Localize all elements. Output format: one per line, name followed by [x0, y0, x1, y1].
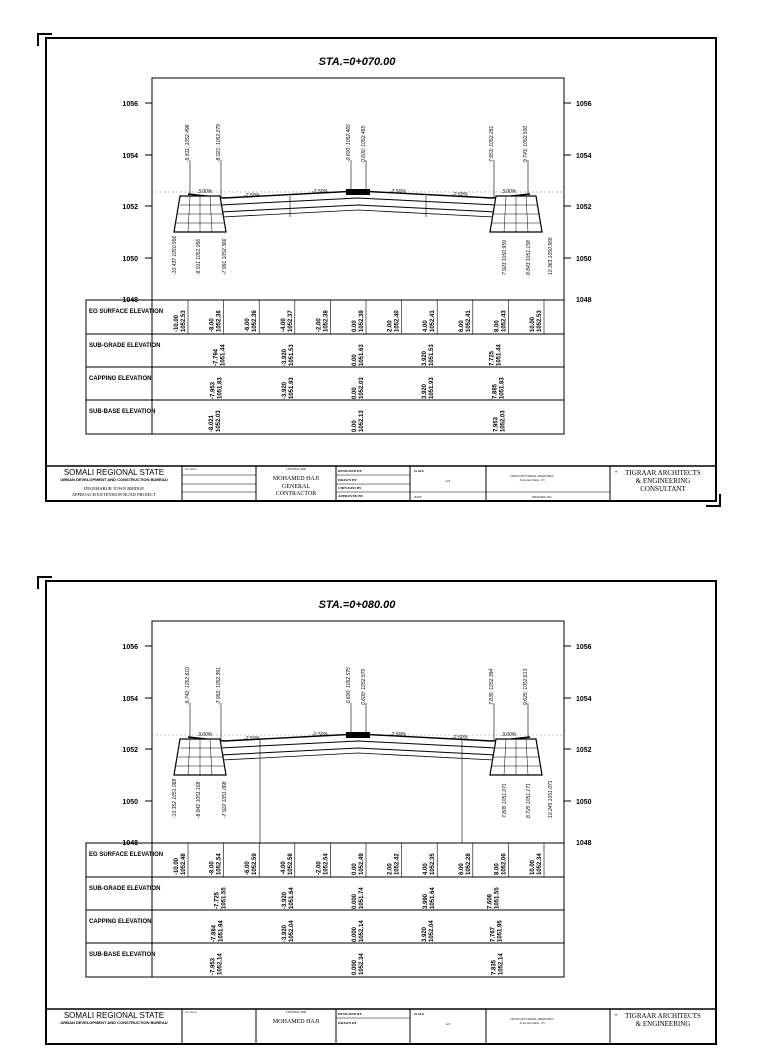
- slope-label: -2.50%: [452, 735, 468, 741]
- cell-offset: -3.920: [282, 891, 289, 909]
- cell-offset: -7.725: [214, 891, 221, 909]
- cell-elevation: 1052.06: [501, 853, 508, 875]
- cell-elevation: 1052.28: [465, 853, 472, 875]
- cell-elevation: 1051.53: [289, 344, 296, 366]
- project-line2: APPROACH EXTENSION ROAD PROJECT: [71, 492, 157, 497]
- point-label: 9.625; 1052.613: [523, 668, 529, 705]
- cell-offset: 0.00: [352, 354, 358, 366]
- cell-offset: 7.767: [490, 926, 497, 942]
- designed-by-label: DESIGNED BY: [338, 469, 363, 473]
- consultant-bullet: •: [615, 1013, 618, 1019]
- consultant-name-2: & ENGINEERING: [635, 1020, 691, 1028]
- station-title: STA.=0+070.00: [318, 56, 396, 68]
- cross-section-sheet-1: [0, 0, 768, 512]
- checked-by-label: CHECKED BY: [338, 486, 362, 490]
- point-label: 10.363 1050.959: [548, 237, 554, 275]
- y-tick-label: 1054: [576, 696, 592, 703]
- slope-label: -2.50%: [312, 732, 328, 738]
- cell-offset: 7.725: [489, 350, 496, 366]
- bottom-point-labels: [172, 236, 554, 275]
- cell-elevation: 1052.04: [289, 920, 296, 942]
- top-point-labels: [185, 667, 529, 705]
- table-cells: [174, 300, 544, 432]
- consultant-name-1: TIGRAAR ARCHITECTS: [625, 1012, 701, 1020]
- cell-elevation: 1051.95: [497, 920, 504, 942]
- cross-section-sheet-2: [0, 543, 768, 1055]
- contractor-label: CONTRACTOR: [285, 1010, 307, 1014]
- cell-elevation: 1052.13: [359, 410, 365, 432]
- revision-label: REVISION: [185, 468, 197, 471]
- point-label: 8.725 1051.171: [526, 783, 532, 818]
- bottom-point-labels: [172, 779, 554, 818]
- y-tick-label: 1052: [576, 747, 592, 754]
- cell-elevation: 1052.42: [394, 853, 401, 875]
- slope-label: -2.50%: [244, 736, 260, 742]
- cell-offset: 0.00: [352, 863, 358, 875]
- cell-offset: -8.00: [209, 861, 216, 875]
- consultant-name-2: & ENGINEERING: [635, 477, 691, 485]
- y-tick-label: 1050: [122, 799, 138, 806]
- y-tick-label: 1048: [122, 840, 138, 847]
- row-label: [89, 852, 163, 858]
- cell-elevation: 1051.94: [218, 920, 225, 942]
- point-label: -10.437 1050.956: [172, 235, 178, 275]
- cell-elevation: 1051.83: [499, 377, 506, 399]
- y-tick-label: 1050: [576, 256, 592, 263]
- slope-label: 3.00%: [198, 732, 213, 738]
- cell-elevation: 1052.58: [287, 853, 294, 875]
- point-label: 7.923 1050.959: [502, 240, 508, 275]
- row-label: [89, 309, 163, 315]
- drawing-title: CROSS SECTIONAL DRAWINGS: [510, 474, 554, 478]
- cell-elevation: 1052.36: [216, 310, 223, 332]
- scale-label: SCALE: [414, 469, 425, 473]
- cell-offset: 7.835: [491, 959, 498, 975]
- y-tick-label: 1052: [122, 747, 138, 754]
- cell-elevation: 1052.53: [537, 310, 543, 332]
- sheet-frame: [46, 38, 716, 501]
- client-bureau: URBAN DEVELOPMENT AND CONSTRUCTION BUREAU: [60, 477, 168, 482]
- cell-offset: 0.00: [352, 320, 358, 332]
- y-tick-label: 1054: [576, 153, 592, 160]
- designed-by-label: DESIGNED BY: [338, 1012, 363, 1016]
- y-tick-label: 1048: [122, 297, 138, 304]
- base-layer: [220, 741, 496, 748]
- elevation-table: [86, 843, 564, 977]
- cell-offset: 7.953: [493, 416, 500, 432]
- cell-elevation: 1052.41: [465, 310, 472, 332]
- slope-label: 3.00%: [502, 732, 517, 738]
- approved-by-label: APPROVED BY: [338, 494, 364, 498]
- cell-elevation: 1052.14: [359, 920, 365, 942]
- capping-layer: [220, 205, 496, 212]
- cell-offset: -3.920: [282, 381, 289, 399]
- row-label: [89, 376, 151, 382]
- y-tick-label: 1052: [122, 204, 138, 211]
- client-name: SOMALI REGIONAL STATE: [63, 1011, 165, 1020]
- y-tick-label: 1056: [122, 644, 138, 651]
- cell-offset: 6.00: [458, 863, 465, 875]
- point-label: 7.835; 1052.394: [489, 668, 495, 705]
- cell-elevation: 1052.43: [501, 310, 508, 332]
- point-label: -7.922 1051.068: [222, 781, 228, 818]
- cell-elevation: 1052.37: [287, 310, 294, 332]
- cell-offset: 8.00: [494, 863, 501, 875]
- cell-offset: 0.00: [352, 387, 358, 399]
- point-label: -8.021; 1052.279: [216, 124, 222, 162]
- cell-elevation: 1051.44: [496, 344, 503, 366]
- point-label: 7.953; 1052.281: [489, 125, 495, 162]
- row-label-text: SUB-BASE ELEVATION: [89, 409, 156, 415]
- y-tick-label: 1048: [576, 297, 592, 304]
- row-label-text: SUB-BASE ELEVATION: [89, 952, 156, 958]
- cell-offset: -10.00: [174, 857, 180, 875]
- cell-offset: 0.000: [352, 926, 358, 942]
- contractor-name-2: GENERAL: [282, 484, 310, 490]
- cell-offset: -8.021: [209, 414, 216, 432]
- point-label: 0.600; 1052.465: [361, 125, 367, 162]
- slope-label: -2.50%: [390, 732, 406, 738]
- slope-label: -2.50%: [390, 189, 406, 195]
- cell-elevation: 1052.54: [216, 853, 223, 875]
- point-label: 9.743; 1052.500: [523, 125, 529, 162]
- slope-label: -2.50%: [452, 192, 468, 198]
- date-label: DATE: [414, 495, 422, 499]
- row-label: [89, 952, 155, 958]
- revision-label: REVISION: [185, 1011, 197, 1014]
- y-axis-left: [122, 644, 152, 847]
- cell-elevation: 1052.38: [323, 310, 330, 332]
- cell-offset: -3.920: [282, 924, 289, 942]
- point-label: -8.911 1051.056: [196, 238, 202, 275]
- cell-offset: 0.000: [352, 893, 358, 909]
- title-block: [46, 1009, 716, 1044]
- cell-elevation: 1051.93: [289, 377, 296, 399]
- row-label-text: CAPPING ELEVATION: [89, 919, 152, 925]
- cell-offset: -7.884: [211, 924, 218, 942]
- point-label: 0.600; 1052.575: [361, 668, 367, 705]
- cell-elevation: 1052.53: [181, 310, 187, 332]
- y-tick-label: 1050: [576, 799, 592, 806]
- row-label: [89, 886, 160, 892]
- cell-offset: 4.00: [423, 320, 430, 332]
- cell-offset: 2.00: [387, 320, 394, 332]
- cell-offset: -2.00: [316, 861, 323, 875]
- cell-elevation: 1051.53: [428, 344, 435, 366]
- client-name: SOMALI REGIONAL STATE: [63, 468, 165, 477]
- cell-offset: 3.920: [421, 350, 428, 366]
- drawn-by-label: DRAWN BY: [338, 478, 357, 482]
- y-axis-right: [564, 101, 592, 304]
- row-label-text: EG SURFACE ELEVATION: [89, 309, 164, 315]
- y-tick-label: 1050: [122, 256, 138, 263]
- cell-elevation: 1051.64: [430, 887, 437, 909]
- cell-elevation: 1051.74: [359, 887, 365, 909]
- cell-offset: 6.00: [458, 320, 465, 332]
- median-block: [346, 189, 370, 195]
- cell-elevation: 1051.55: [221, 887, 228, 909]
- drawing-sub: X-Section Sheet - 03: [519, 1021, 545, 1025]
- point-label: 8.843 1051.158: [526, 240, 532, 275]
- point-label: -7.952; 1052.391: [216, 667, 222, 705]
- contractor-name-1: MOHAMED HAJI: [272, 476, 320, 482]
- row-label: [89, 343, 160, 349]
- slope-label: -2.50%: [312, 189, 328, 195]
- cell-elevation: 1052.34: [537, 853, 543, 875]
- cell-offset: 3.920: [421, 926, 428, 942]
- row-label-text: SUB-GRADE ELEVATION: [89, 886, 161, 892]
- cell-offset: 10.00: [530, 316, 536, 332]
- slope-label: 3.00%: [198, 189, 213, 195]
- cell-offset: -7.794: [213, 348, 220, 366]
- contractor-name-3: CONTRACTOR: [275, 491, 317, 497]
- slope-label: -2.50%: [244, 193, 260, 199]
- cell-offset: 7.885: [492, 383, 499, 399]
- cell-elevation: 1052.48: [181, 853, 187, 875]
- cell-elevation: 1051.64: [289, 887, 296, 909]
- road-cross-section: [152, 703, 564, 843]
- y-tick-label: 1048: [576, 840, 592, 847]
- scale-label: SCALE: [414, 1012, 425, 1016]
- capping-layer: [220, 748, 496, 755]
- y-axis-left: [122, 101, 152, 304]
- y-tick-label: 1054: [122, 696, 138, 703]
- row-label-text: EG SURFACE ELEVATION: [89, 852, 164, 858]
- cell-offset: -6.00: [245, 318, 252, 332]
- road-cross-section: [152, 160, 564, 232]
- consultant-bullet: •: [615, 470, 618, 476]
- row-label: [89, 409, 155, 415]
- title-block: [46, 466, 716, 501]
- cell-elevation: 1052.14: [498, 953, 505, 975]
- point-label: -9.811; 1052.498: [185, 124, 191, 162]
- cell-offset: -7.953: [210, 381, 217, 399]
- cell-elevation: 1051.55: [494, 887, 501, 909]
- consultant-name-3: CONSULTANT: [640, 485, 686, 493]
- cell-offset: 7.608: [487, 893, 494, 909]
- cell-offset: 0.00: [352, 420, 358, 432]
- slope-label: 3.00%: [502, 189, 517, 195]
- point-label: -9.742; 1052.610: [185, 667, 191, 705]
- row-label: [89, 919, 151, 925]
- drawing-title: CROSS SECTIONAL DRAWINGS: [510, 1017, 554, 1021]
- cell-elevation: 1052.03: [359, 377, 365, 399]
- drawing-no-label: DRAWING NO.: [532, 495, 553, 499]
- project-line1: DEGEHABUR TOWN BRIDGE: [83, 486, 145, 491]
- cell-elevation: 1052.41: [430, 310, 437, 332]
- top-point-labels: [185, 124, 529, 162]
- row-label-text: SUB-GRADE ELEVATION: [89, 343, 161, 349]
- point-label: -0.600; 1052.575: [346, 667, 352, 705]
- drawing-2: [0, 543, 768, 1055]
- cell-elevation: 1052.35: [430, 853, 437, 875]
- cell-offset: -4.00: [280, 861, 287, 875]
- cell-offset: 3.920: [421, 383, 428, 399]
- cell-offset: 2.00: [387, 863, 394, 875]
- y-tick-label: 1054: [122, 153, 138, 160]
- point-label: -7.991 1052.366: [222, 238, 228, 275]
- y-axis-right: [564, 644, 592, 847]
- cell-offset: -10.00: [174, 314, 180, 332]
- point-label: 10.245 1051.071: [548, 780, 554, 818]
- client-bureau: URBAN DEVELOPMENT AND CONSTRUCTION BUREAU: [60, 1020, 168, 1025]
- cell-elevation: 1051.83: [217, 377, 224, 399]
- cell-offset: -6.00: [245, 861, 252, 875]
- cell-elevation: 1052.14: [217, 953, 224, 975]
- cell-elevation: 1052.34: [359, 953, 365, 975]
- cell-offset: 4.00: [423, 863, 430, 875]
- scale-value: A/S: [445, 1022, 451, 1026]
- cell-elevation: 1052.54: [323, 853, 330, 875]
- base-layer: [220, 198, 496, 205]
- median-block: [346, 732, 370, 738]
- cell-elevation: 1052.36: [252, 310, 259, 332]
- cell-offset: 8.00: [494, 320, 501, 332]
- scale-value: A/S: [445, 479, 451, 483]
- y-tick-label: 1056: [576, 644, 592, 651]
- drawing-sub: X-Section Sheet - 03: [519, 478, 545, 482]
- contractor-name-1: MOHAMED HAJI: [272, 1019, 320, 1025]
- y-tick-label: 1056: [122, 101, 138, 108]
- cell-elevation: 1052.03: [216, 410, 223, 432]
- cell-offset: 10.00: [530, 859, 536, 875]
- table-cells: [174, 843, 544, 975]
- elevation-table: [86, 300, 564, 434]
- cell-offset: -2.00: [316, 318, 323, 332]
- point-label: -10.352 1051.068: [172, 778, 178, 818]
- cell-elevation: 1052.04: [428, 920, 435, 942]
- cell-elevation: 1051.63: [359, 344, 365, 366]
- cell-offset: -4.00: [280, 318, 287, 332]
- consultant-name-1: TIGRAAR ARCHITECTS: [625, 469, 701, 477]
- point-label: -8.842 1051.168: [196, 781, 202, 818]
- cell-elevation: 1052.49: [359, 853, 365, 875]
- cell-elevation: 1052.59: [252, 853, 259, 875]
- contractor-label: CONTRACTOR: [285, 467, 307, 471]
- cell-offset: -3.920: [282, 348, 289, 366]
- drawn-by-label: DRAWN BY: [338, 1021, 357, 1025]
- cell-elevation: 1051.44: [220, 344, 227, 366]
- subgrade-layer: [222, 210, 494, 217]
- cell-offset: 3.990: [423, 893, 430, 909]
- drawing-1: [0, 0, 768, 512]
- point-label: -0.600; 1052.465: [346, 124, 352, 162]
- sheet-frame: [46, 581, 716, 1044]
- cell-elevation: 1052.03: [500, 410, 507, 432]
- cell-offset: 0.000: [352, 959, 358, 975]
- point-label: 7.805 1051.071: [502, 783, 508, 818]
- station-title: STA.=0+080.00: [318, 599, 396, 611]
- y-tick-label: 1052: [576, 204, 592, 211]
- cell-elevation: 1051.93: [428, 377, 435, 399]
- cell-elevation: 1052.39: [359, 310, 365, 332]
- subgrade-layer: [222, 753, 494, 760]
- cell-offset: -8.00: [209, 318, 216, 332]
- row-label-text: CAPPING ELEVATION: [89, 376, 152, 382]
- cell-elevation: 1052.40: [394, 310, 401, 332]
- y-tick-label: 1056: [576, 101, 592, 108]
- cell-offset: -7.953: [210, 957, 217, 975]
